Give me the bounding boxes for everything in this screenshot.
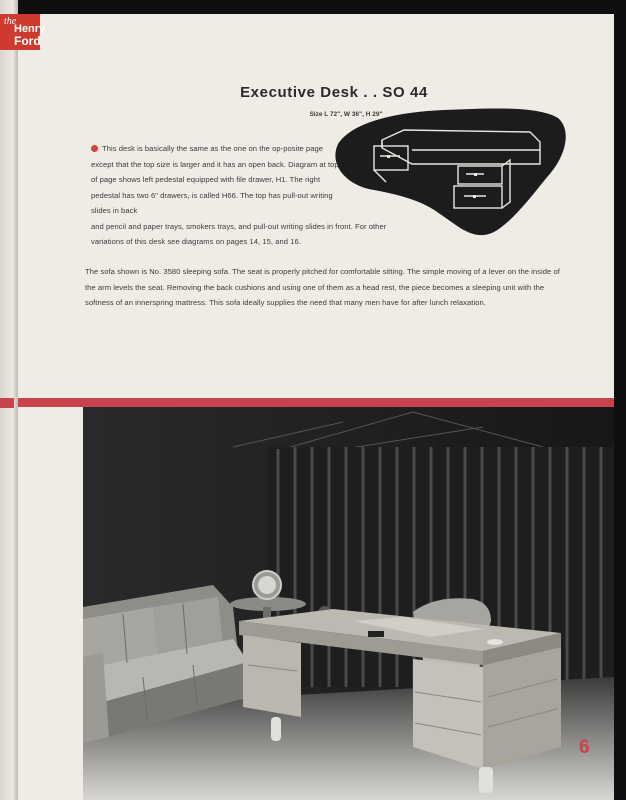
catalog-page <box>18 14 614 800</box>
facing-page-red-stripe <box>0 398 14 408</box>
bullet-dot <box>91 145 98 152</box>
logo-line-2: Henry <box>14 23 46 35</box>
desk-description-paragraph <box>91 141 387 250</box>
page-number: 6 <box>579 737 590 758</box>
desk-description-continuation: and pencil and paper trays, smokers trays, and pull-out writing slides in front. For other variations of this desk see diagrams on pages 14, 15, and 16. <box>91 221 387 246</box>
page-title: Executive Desk . . SO 44 <box>240 84 428 101</box>
desk-description-text: This desk is basically the same as the one on the op-posite page except that the top size is larger and it has an open back. Diagram at top of page shows left pedestal equipped with file drawer, H1. The right pedestal has two 6" drawers, is called H66. The top has pull-out writing slides in back <box>91 144 339 215</box>
desk-dimensions: Size L 72", W 36", H 29" <box>309 111 383 118</box>
logo-line-1: the <box>4 16 17 27</box>
red-divider-band <box>18 398 614 407</box>
office-furniture-photo <box>83 407 614 800</box>
sofa-description-paragraph: The sofa shown is No. 3580 sleeping sofa. The seat is properly pitched for comfortable sitting. The simple moving of a lever on the inside of the arm levels the seat. Removing the back cushions and using one of them as a head rest, the piece becomes a sleeping unit with the softness of an innerspring mattress. This sofa ideally supplies the need that many men have for after lunch relaxation. <box>85 267 560 307</box>
henry-ford-logo <box>0 14 46 50</box>
logo-line-3: Ford <box>14 34 41 48</box>
